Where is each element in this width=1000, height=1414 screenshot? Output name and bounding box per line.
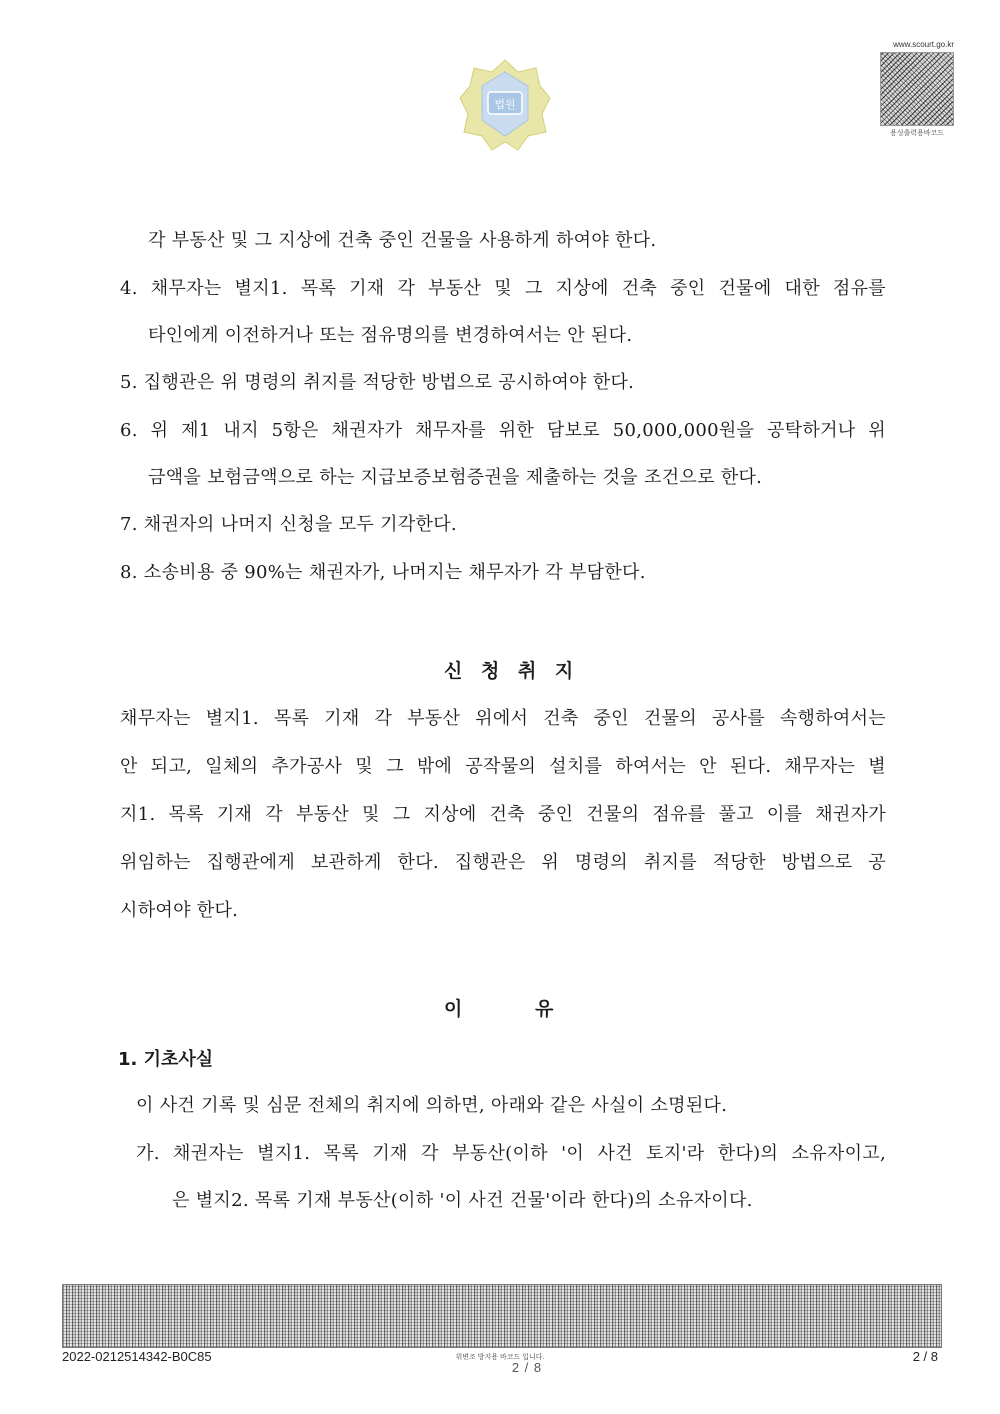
purpose-line: 채무자는 별지1. 목록 기재 각 부동산 위에서 건축 중인 건물의 공사를 속행하여서는 — [120, 708, 886, 729]
order-line: 타인에게 이전하거나 또는 점유명의를 변경하여서는 안 된다. — [148, 325, 633, 346]
order-line: 각 부동산 및 그 지상에 건축 중인 건물을 사용하게 하여야 한다. — [148, 230, 657, 251]
section-title-basic-facts: 1. 기초사실 — [118, 1049, 214, 1070]
center-page-number: 2 / 8 — [511, 1360, 543, 1375]
reasons-intro: 이 사건 기록 및 심문 전체의 취지에 의하면, 아래와 같은 사실이 소명된다. — [136, 1095, 728, 1116]
anti-forgery-barcode-icon — [62, 1284, 942, 1348]
order-item-7: 7. 채권자의 나머지 신청을 모두 기각한다. — [120, 514, 457, 535]
purpose-line: 시하여야 한다. — [120, 900, 239, 921]
order-item-6: 6. 위 제1 내지 5항은 채권자가 채무자를 위한 담보로 50,000,000원을 공탁하거나 위 — [120, 420, 886, 441]
qr-code-icon — [880, 52, 954, 126]
order-line: 금액을 보험금액으로 하는 지급보증보험증권을 제출하는 것을 조건으로 한다. — [148, 467, 763, 488]
page-number: 2 / 8 — [912, 1349, 938, 1364]
purpose-line: 지1. 목록 기재 각 부동산 및 그 지상에 건축 중인 건물의 점유를 풀고 이를 채권자가 — [120, 804, 886, 825]
reasons-item-a: 가. 채권자는 별지1. 목록 기재 각 부동산(이하 '이 사건 토지'라 한다)의 소유자이고, — [136, 1143, 886, 1164]
reasons-item-a-cont: 은 별지2. 목록 기재 부동산(이하 '이 사건 건물'이라 한다)의 소유자이다. — [172, 1190, 753, 1211]
order-item-8: 8. 소송비용 중 90%는 채권자가, 나머지는 채무자가 각 부담한다. — [120, 562, 646, 583]
qr-caption: 용성출력용바코드 — [889, 130, 945, 137]
reasons-heading-left: 이 — [444, 998, 469, 1020]
court-seal-logo — [458, 58, 552, 152]
seal-text: 법원 — [494, 98, 516, 111]
qr-url: www.scourt.go.kr — [893, 40, 954, 49]
reasons-heading-right: 유 — [535, 998, 560, 1020]
barcode-note: 위변조 방지용 바코드 입니다. — [455, 1354, 545, 1361]
order-item-4: 4. 채무자는 별지1. 목록 기재 각 부동산 및 그 지상에 건축 중인 건물에 대한 점유를 — [120, 278, 886, 299]
purpose-line: 안 되고, 일체의 추가공사 및 그 밖에 공작물의 설치를 하여서는 안 된다. 채무자는 별 — [120, 756, 886, 777]
order-item-5: 5. 집행관은 위 명령의 취지를 적당한 방법으로 공시하여야 한다. — [120, 372, 635, 393]
document-id: 2022-0212514342-B0C85 — [62, 1349, 212, 1364]
purpose-line: 위임하는 집행관에게 보관하게 한다. 집행관은 위 명령의 취지를 적당한 방법으로 공 — [120, 852, 886, 873]
verification-qr-block — [880, 40, 954, 138]
application-purpose-heading: 신 청 취 지 — [444, 660, 580, 682]
